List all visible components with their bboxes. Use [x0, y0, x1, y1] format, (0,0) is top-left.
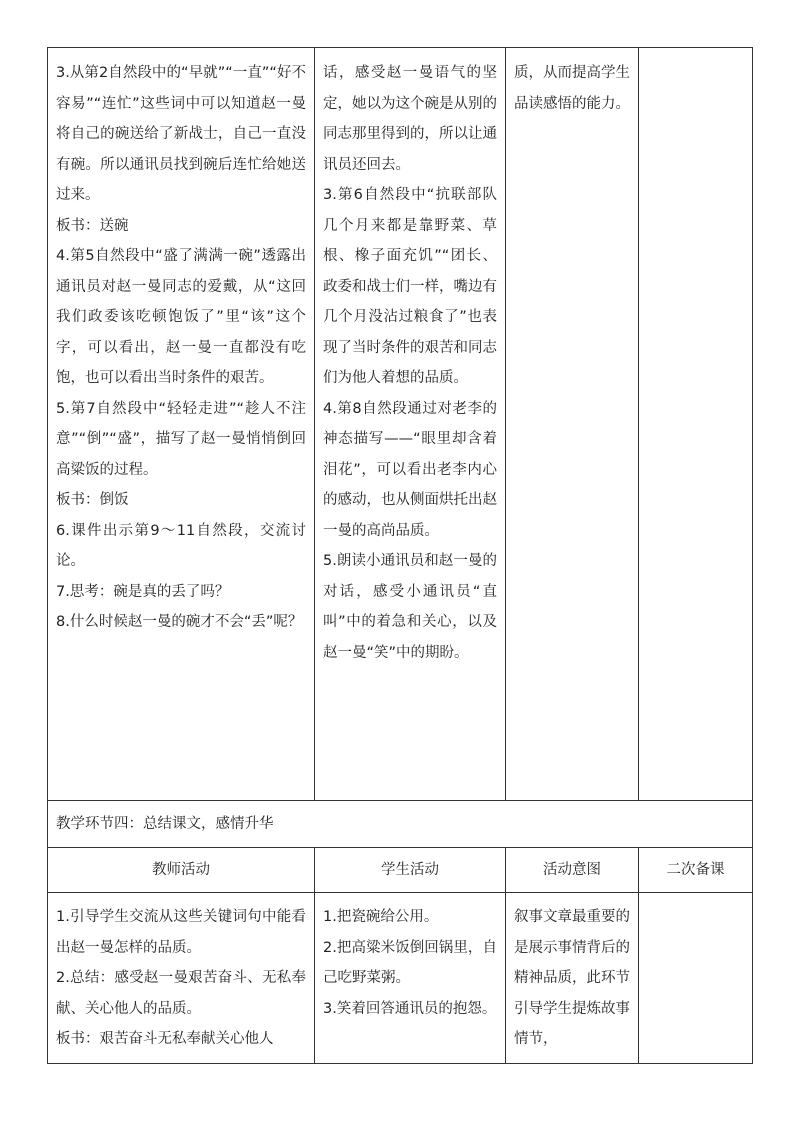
paragraph: 1.引导学生交流从这些关键词句中能看出赵一曼怎样的品质。: [56, 909, 306, 956]
table-row: [48, 893, 753, 1064]
paragraph: 板书：艰苦奋斗无私奉献关心他人: [56, 1031, 274, 1047]
section-title: 教学环节四：总结课文，感情升华: [48, 801, 753, 848]
paragraph: 5.朗读小通讯员和赵一曼的对话，感受小通讯员“直叫”中的着急和关心，以及赵一曼“笑”中的期盼。: [323, 553, 497, 661]
paragraph: 3.从第2自然段中的“早就”“一直”“好不容易”“连忙”这些词中可以知道赵一曼将自己的碗送给了新战士，自己一直没有碗。所以通讯员找到碗后连忙给她送过来。: [56, 65, 306, 203]
student-activity-cell: [315, 48, 506, 801]
lesson-plan-table: [47, 47, 753, 1064]
paragraph: 4.第8自然段通过对老李的神态描写——“眼里却含着泪花”，可以看出老李内心的感动，也从侧面烘托出赵一曼的高尚品质。: [323, 400, 497, 539]
table-row: [48, 48, 753, 801]
paragraph: 2.把高粱米饭倒回锅里，自己吃野菜粥。: [323, 939, 497, 986]
table-row: [48, 801, 753, 848]
teacher-activity-cell: [48, 893, 315, 1064]
paragraph: 板书：送碗: [56, 217, 129, 234]
paragraph: 话，感受赵一曼语气的坚定，她以为这个碗是从别的同志那里得到的，所以让通讯员还回去。: [323, 65, 497, 173]
activity-intent-cell: [506, 48, 639, 801]
paragraph: 6.课件出示第9～11自然段，交流讨论。: [56, 522, 306, 569]
column-header-intent: 活动意图: [506, 848, 639, 893]
table-header-row: [48, 848, 753, 893]
teacher-activity-cell: [48, 48, 315, 801]
column-header-notes: 二次备课: [639, 848, 753, 893]
secondary-prep-cell: [639, 893, 753, 1064]
paragraph: 1.把瓷碗给公用。: [323, 909, 439, 925]
paragraph: 8.什么时候赵一曼的碗才不会“丢”呢？: [56, 614, 303, 630]
paragraph: 叙事文章最重要的是展示事情背后的精神品质，此环节引导学生提炼故事情节，: [514, 909, 630, 1047]
paragraph: 7.思考：碗是真的丢了吗？: [56, 583, 230, 600]
column-header-teacher: 教师活动: [48, 848, 315, 893]
secondary-prep-cell: [639, 48, 753, 801]
paragraph: 2.总结：感受赵一曼艰苦奋斗、无私奉献、关心他人的品质。: [56, 970, 306, 1017]
column-header-student: 学生活动: [315, 848, 506, 893]
paragraph: 质，从而提高学生品读感悟的能力。: [514, 65, 630, 112]
student-activity-cell: [315, 893, 506, 1064]
paragraph: 3.第6自然段中“抗联部队几个月来都是靠野菜、草根、橡子面充饥”“团长、政委和战士们一样，嘴边有几个月没沾过粮食了”也表现了当时条件的艰苦和同志们为他人着想的品质。: [323, 187, 497, 386]
paragraph: 4.第5自然段中“盛了满满一碗”透露出通讯员对赵一曼同志的爱戴，从“这回我们政委该吃顿饱饭了”里“该”这个字，可以看出，赵一曼一直都没有吃饱，也可以看出当时条件的艰苦。: [56, 248, 306, 386]
paragraph: 5.第7自然段中“轻轻走进”“趁人不注意”“倒”“盛”，描写了赵一曼悄悄倒回高粱饭的过程。: [56, 400, 306, 478]
paragraph: 3.笑着回答通讯员的抱怨。: [323, 1000, 497, 1017]
activity-intent-cell: [506, 893, 639, 1064]
paragraph: 板书：倒饭: [56, 492, 129, 508]
